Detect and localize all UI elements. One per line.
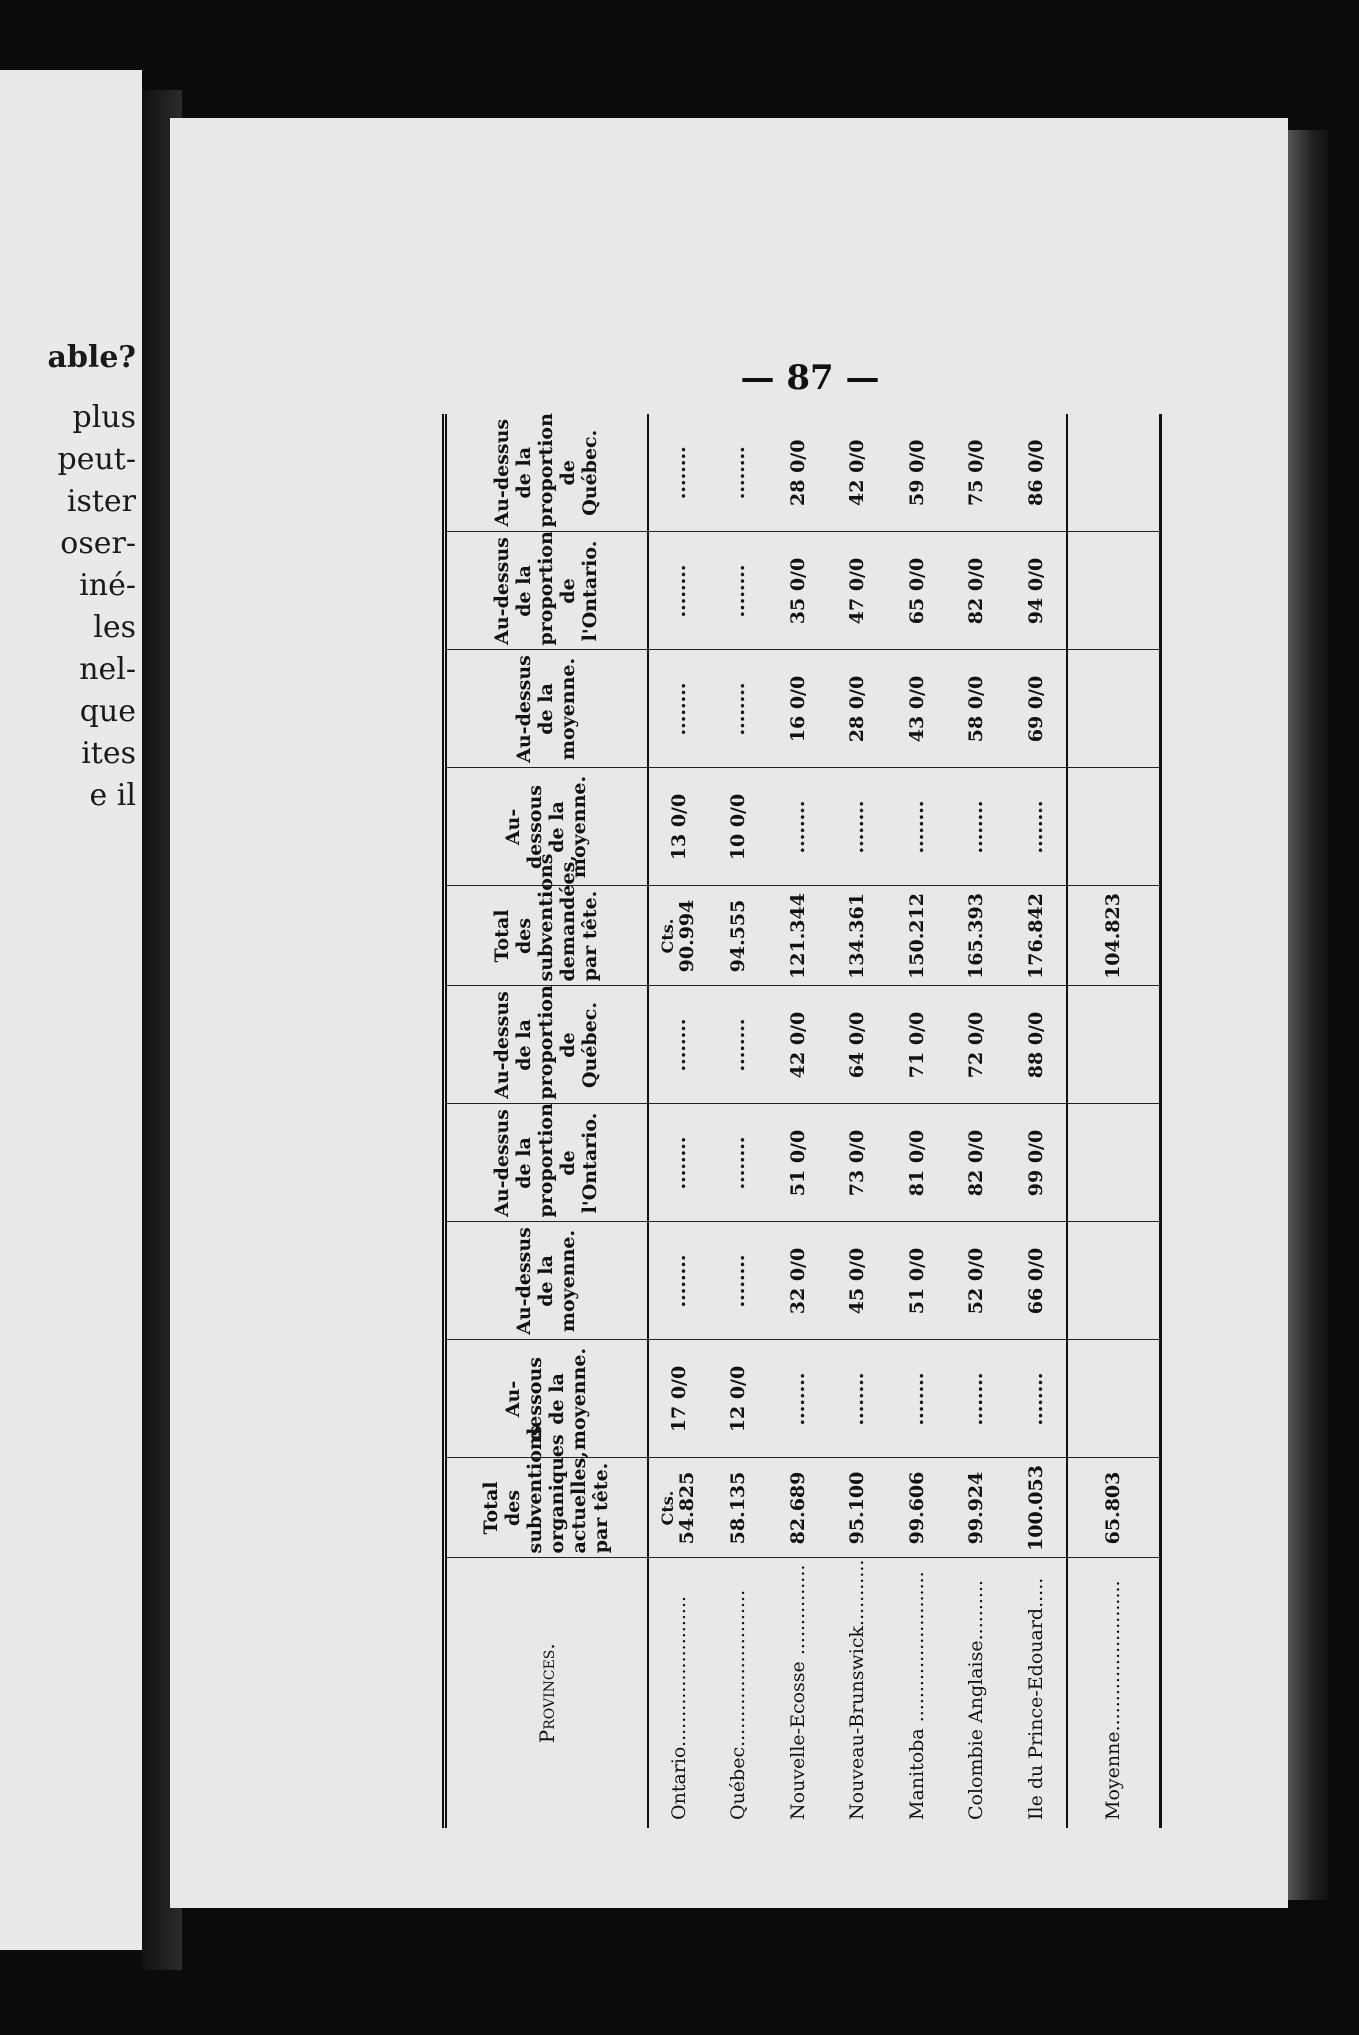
average-label: Moyenne......................... xyxy=(1067,1558,1161,1828)
page-number: — 87 — xyxy=(740,358,880,398)
value-cell: ........ xyxy=(947,768,1006,886)
value-cell: 32 0/0 xyxy=(768,1222,827,1340)
column-header: Au-dessus de la proportion de Québec. xyxy=(445,986,649,1104)
column-header: Au-dessus de la proportion de l'Ontario. xyxy=(445,1104,649,1222)
empty-cell xyxy=(1067,532,1161,650)
value-cell: ........ xyxy=(768,1340,827,1458)
table-row xyxy=(1006,414,1067,1828)
left-page-text: nel- xyxy=(79,652,136,687)
value-cell: 94.555 xyxy=(709,886,768,986)
value-cell: ........ xyxy=(947,1340,1006,1458)
table-row xyxy=(709,414,768,1828)
left-page-text: les xyxy=(93,610,136,645)
column-header: Total des subventions demandées, par tête. xyxy=(445,886,649,986)
value-cell: 134.361 xyxy=(828,886,887,986)
value-cell: 73 0/0 xyxy=(828,1104,887,1222)
left-facing-page xyxy=(0,70,142,1950)
value-cell: 100.053 xyxy=(1006,1458,1067,1558)
subventions-table-rotated xyxy=(442,413,1162,1828)
value-cell: ........ xyxy=(648,986,709,1104)
value-cell: 47 0/0 xyxy=(828,532,887,650)
value-cell: ........ xyxy=(648,1104,709,1222)
value-cell: ........ xyxy=(648,414,709,532)
empty-cell xyxy=(1067,1104,1161,1222)
value-cell: 28 0/0 xyxy=(768,414,827,532)
value-cell: 64 0/0 xyxy=(828,986,887,1104)
value-cell: 99.606 xyxy=(887,1458,946,1558)
subventions-table xyxy=(442,414,1162,1828)
table-row xyxy=(947,414,1006,1828)
value-cell: ........ xyxy=(709,650,768,768)
value-cell: 17 0/0 xyxy=(648,1340,709,1458)
column-header: Total des subventions organiques actuelles, par tête. xyxy=(445,1458,649,1558)
value-cell: 42 0/0 xyxy=(768,986,827,1104)
column-header: Au-dessus de la moyenne. xyxy=(445,650,649,768)
value-cell: ........ xyxy=(709,986,768,1104)
value-cell: 121.344 xyxy=(768,886,827,986)
empty-cell xyxy=(1067,1340,1161,1458)
value-cell: ........ xyxy=(887,1340,946,1458)
value-cell: 58 0/0 xyxy=(947,650,1006,768)
value-cell: 99 0/0 xyxy=(1006,1104,1067,1222)
average-row xyxy=(1067,414,1161,1828)
empty-cell xyxy=(1067,768,1161,886)
value-cell: 10 0/0 xyxy=(709,768,768,886)
value-cell: 65 0/0 xyxy=(887,532,946,650)
value-cell: 66 0/0 xyxy=(1006,1222,1067,1340)
table-row xyxy=(828,414,887,1828)
value-cell: 150.212 xyxy=(887,886,946,986)
value-cell: 51 0/0 xyxy=(768,1104,827,1222)
value-cell: 35 0/0 xyxy=(768,532,827,650)
value-cell: 69 0/0 xyxy=(1006,650,1067,768)
left-page-text: peut- xyxy=(57,442,136,477)
value-cell: ........ xyxy=(709,414,768,532)
table-row xyxy=(768,414,827,1828)
value-cell: 94 0/0 xyxy=(1006,532,1067,650)
empty-cell xyxy=(1067,414,1161,532)
value-cell: 82 0/0 xyxy=(947,532,1006,650)
value-cell: 52 0/0 xyxy=(947,1222,1006,1340)
value-cell: 88 0/0 xyxy=(1006,986,1067,1104)
value-cell: 99.924 xyxy=(947,1458,1006,1558)
value-cell: ........ xyxy=(1006,768,1067,886)
value-text: 54.825 xyxy=(675,1471,698,1545)
left-page-text: oser- xyxy=(60,526,136,561)
table-row xyxy=(648,414,709,1828)
cts-label: Cts. xyxy=(657,1490,677,1526)
value-cell xyxy=(648,886,709,986)
value-cell: 165.393 xyxy=(947,886,1006,986)
value-cell: ........ xyxy=(709,1222,768,1340)
column-header: Au-dessus de la moyenne. xyxy=(445,1222,649,1340)
province-cell: Ile du Prince-Edouard..... xyxy=(1024,1577,1047,1820)
column-header: Provinces. xyxy=(445,1558,649,1828)
province-cell: Ontario......................... xyxy=(667,1595,690,1820)
empty-cell xyxy=(1067,650,1161,768)
value-cell: 16 0/0 xyxy=(768,650,827,768)
average-actuelles: 65.803 xyxy=(1067,1458,1161,1558)
value-cell: ........ xyxy=(709,1104,768,1222)
book-page xyxy=(170,118,1288,1908)
column-header: Au-dessous de la moyenne. xyxy=(445,1340,649,1458)
left-page-text: e il xyxy=(89,778,136,813)
province-cell: Manitoba ......................... xyxy=(905,1571,928,1820)
value-cell: 28 0/0 xyxy=(828,650,887,768)
empty-cell xyxy=(1067,986,1161,1104)
value-cell: 12 0/0 xyxy=(709,1340,768,1458)
value-cell: 59 0/0 xyxy=(887,414,946,532)
left-page-text: ites xyxy=(81,736,136,771)
value-cell: 45 0/0 xyxy=(828,1222,887,1340)
value-cell: ........ xyxy=(887,768,946,886)
left-page-text: plus xyxy=(72,400,136,435)
value-cell: 176.842 xyxy=(1006,886,1067,986)
value-cell: ........ xyxy=(648,532,709,650)
province-cell: Nouveau-Brunswick........... xyxy=(846,1559,869,1820)
column-header: Au-dessous de la moyenne. xyxy=(445,768,649,886)
value-cell: 95.100 xyxy=(828,1458,887,1558)
value-text: 90.994 xyxy=(675,899,698,973)
value-cell: ........ xyxy=(828,768,887,886)
left-page-text: que xyxy=(79,694,136,729)
column-header: Au-dessus de la proportion de l'Ontario. xyxy=(445,532,649,650)
value-cell: ........ xyxy=(648,650,709,768)
value-cell: 82 0/0 xyxy=(947,1104,1006,1222)
value-cell: ........ xyxy=(709,532,768,650)
value-cell: ........ xyxy=(768,768,827,886)
page-edge xyxy=(1288,130,1328,1900)
left-page-text: iné- xyxy=(79,568,136,603)
empty-cell xyxy=(1067,1222,1161,1340)
value-cell: 51 0/0 xyxy=(887,1222,946,1340)
value-cell: 43 0/0 xyxy=(887,650,946,768)
table-row xyxy=(887,414,946,1828)
left-page-text: ister xyxy=(66,484,136,519)
province-cell: Colombie Anglaise.......... xyxy=(965,1579,988,1820)
value-cell: 75 0/0 xyxy=(947,414,1006,532)
value-cell: 42 0/0 xyxy=(828,414,887,532)
value-cell: ........ xyxy=(648,1222,709,1340)
cts-label: Cts. xyxy=(657,918,677,954)
value-cell: 82.689 xyxy=(768,1458,827,1558)
value-cell: ........ xyxy=(1006,1340,1067,1458)
column-header: Au-dessus de la proportion de Québec. xyxy=(445,414,649,532)
value-cell: 86 0/0 xyxy=(1006,414,1067,532)
value-cell xyxy=(648,1458,709,1558)
value-cell: 71 0/0 xyxy=(887,986,946,1104)
value-cell: 13 0/0 xyxy=(648,768,709,886)
value-cell: 72 0/0 xyxy=(947,986,1006,1104)
value-cell: 58.135 xyxy=(709,1458,768,1558)
province-cell: Nouvelle-Ecosse ............... xyxy=(786,1564,809,1820)
value-cell: 81 0/0 xyxy=(887,1104,946,1222)
value-cell: ........ xyxy=(828,1340,887,1458)
table-header-row xyxy=(445,414,649,1828)
average-demandees: 104.823 xyxy=(1067,886,1161,986)
left-page-text: able? xyxy=(47,340,136,375)
province-cell: Québec.......................... xyxy=(727,1589,750,1820)
